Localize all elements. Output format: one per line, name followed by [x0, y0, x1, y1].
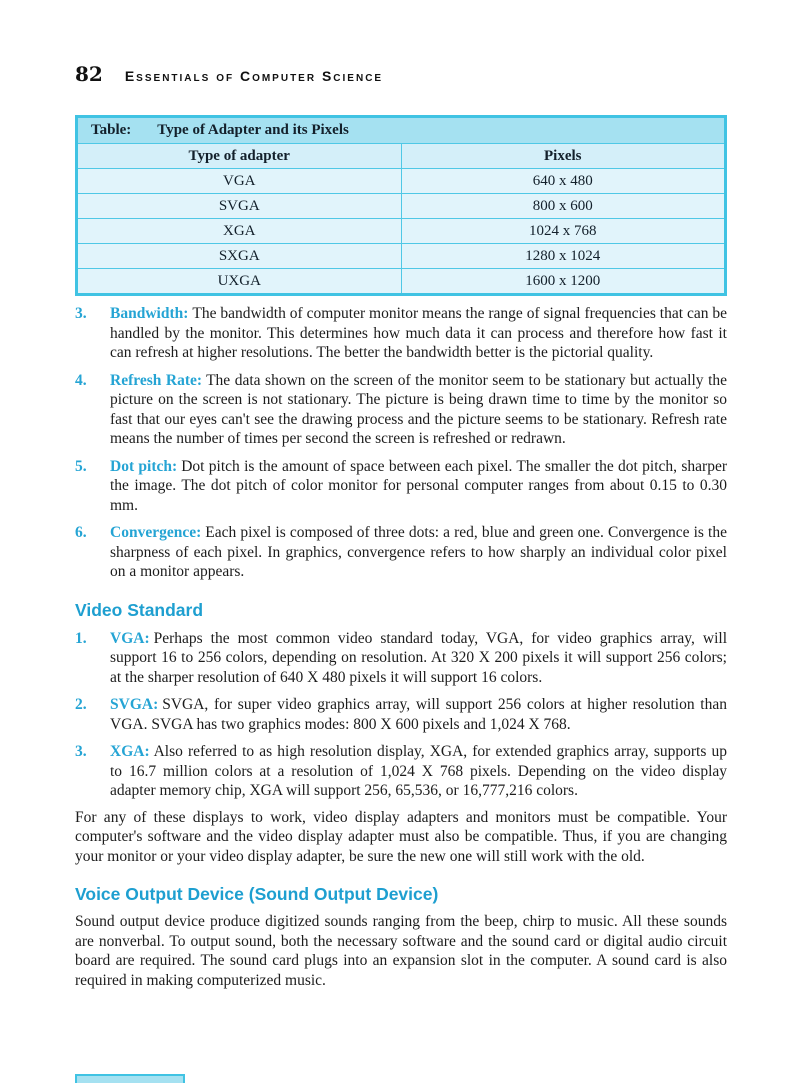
adapter-cell: VGA: [77, 169, 402, 194]
item-body: [110, 371, 727, 449]
item-text: Dot pitch is the amount of space between each pixel. The smaller the dot pitch, sharper the image. The dot pitch of color monitor for personal computer ranges from about 0.15 to 0.30 mm.: [110, 457, 727, 514]
list-item-refresh-rate: [75, 371, 727, 449]
pixels-cell: 1024 x 768: [401, 219, 726, 244]
pixels-cell: 1280 x 1024: [401, 244, 726, 269]
table-header-row: [77, 144, 726, 169]
item-number: 3.: [75, 743, 87, 760]
item-text: The data shown on the screen of the monitor seem to be stationary but actually the picture on the screen is not stationary. The picture is being drawn time to time by the monitor so fast that our eyes can't see the drawing process and the picture seems to be stationary. Refresh rate means the number of times per second the screen is refreshed or redrawn.: [110, 371, 727, 447]
item-number: 2.: [75, 696, 87, 713]
pixels-cell: 1600 x 1200: [401, 269, 726, 295]
list-item-convergence: [75, 523, 727, 582]
voice-output-heading: Voice Output Device (Sound Output Device): [75, 884, 439, 904]
table-row: [77, 169, 726, 194]
list-item-xga: [75, 742, 727, 801]
item-body: [110, 304, 727, 363]
video-standard-list: [75, 629, 727, 801]
item-body: [110, 523, 727, 582]
item-number: 4.: [75, 371, 87, 389]
table-title-cell: [77, 117, 726, 144]
item-body: [110, 742, 727, 801]
table-row: [77, 194, 726, 219]
item-label: Refresh Rate:: [110, 371, 203, 389]
voice-output-paragraph: Sound output device produce digitized sounds ranging from the beep, chirp to music. All these sounds are nonverbal. To output sound, both the necessary software and the sound card or digital audio circuit board are required. The sound card plugs into an expansion slot in the computer. A sound card is also required in making computerized music.: [75, 913, 727, 989]
item-label: Dot pitch:: [110, 457, 178, 475]
item-body: [110, 457, 727, 516]
item-text: Perhaps the most common video standard today, VGA, for video graphics array, will support 16 to 256 colors, depending on resolution. At 320 X 200 pixels it will support 256 colors; at the sharper resolution of 640 X 480 pixels it will support 16 colors.: [110, 629, 727, 686]
list-item-bandwidth: [75, 304, 727, 363]
table-title-label: Table:: [91, 122, 132, 138]
item-label: XGA:: [110, 743, 150, 760]
adapter-cell: SVGA: [77, 194, 402, 219]
page-header: [75, 62, 727, 86]
item-label: Convergence:: [110, 524, 202, 541]
item-text: SVGA, for super video graphics array, will support 256 colors at higher resolution than VGA. SVGA has two graphics modes: 800 X 600 pixels and 1,024 X 768.: [110, 696, 727, 733]
item-text: The bandwidth of computer monitor means the range of signal frequencies that can be handled by the monitor. This determines how much data it can process and therefore how fast it can refresh at higher resolutions. The better the bandwidth better is the pictorial quality.: [110, 305, 727, 361]
item-label: Bandwidth:: [110, 305, 189, 322]
item-body: [110, 695, 727, 734]
item-number: 1.: [75, 629, 87, 647]
column-header-pixels: Pixels: [401, 144, 726, 169]
item-number: 6.: [75, 524, 87, 541]
pixels-cell: 800 x 600: [401, 194, 726, 219]
item-label: SVGA:: [110, 696, 159, 713]
table-title-text: Type of Adapter and its Pixels: [157, 122, 349, 138]
running-title: Essentials of Computer Science: [124, 68, 384, 84]
column-header-type: Type of adapter: [77, 144, 402, 169]
table-row: [77, 244, 726, 269]
adapter-cell: UXGA: [77, 269, 402, 295]
item-label: VGA:: [110, 629, 150, 647]
compatibility-paragraph: For any of these displays to work, video display adapters and monitors must be compatible. Your computer's software and the video display adapter must also be compatible. Thus, if you are changing your monitor or your video display adapter, be sure the new one will still work with the old.: [75, 808, 727, 865]
list-item-svga: [75, 695, 727, 734]
adapter-cell: XGA: [77, 219, 402, 244]
pixels-cell: 640 x 480: [401, 169, 726, 194]
list-item-dot-pitch: [75, 457, 727, 516]
monitor-characteristics-list: [75, 304, 727, 582]
adapter-cell: SXGA: [77, 244, 402, 269]
adapter-pixels-table: [75, 115, 727, 296]
item-body: [110, 629, 727, 688]
table-row: [77, 269, 726, 295]
item-number: 3.: [75, 305, 87, 322]
page-number: 82: [75, 62, 103, 86]
video-standard-heading: Video Standard: [75, 599, 204, 620]
next-page-table-edge: [75, 1074, 185, 1083]
item-text: Each pixel is composed of three dots: a red, blue and green one. Convergence is the sharpness of each pixel. In graphics, convergence refers to how sharply an individual color pixel on a monitor appears.: [110, 524, 727, 580]
item-text: Also referred to as high resolution display, XGA, for extended graphics array, supports up to 16.7 million colors at a resolution of 1,024 X 768 pixels. Depending on the video display adapter memory chip, XGA will support 256, 65,536, or 16,777,216 colors.: [110, 743, 727, 799]
item-number: 5.: [75, 457, 87, 475]
table-row: [77, 219, 726, 244]
table-title-row: [77, 117, 726, 144]
list-item-vga: [75, 629, 727, 688]
